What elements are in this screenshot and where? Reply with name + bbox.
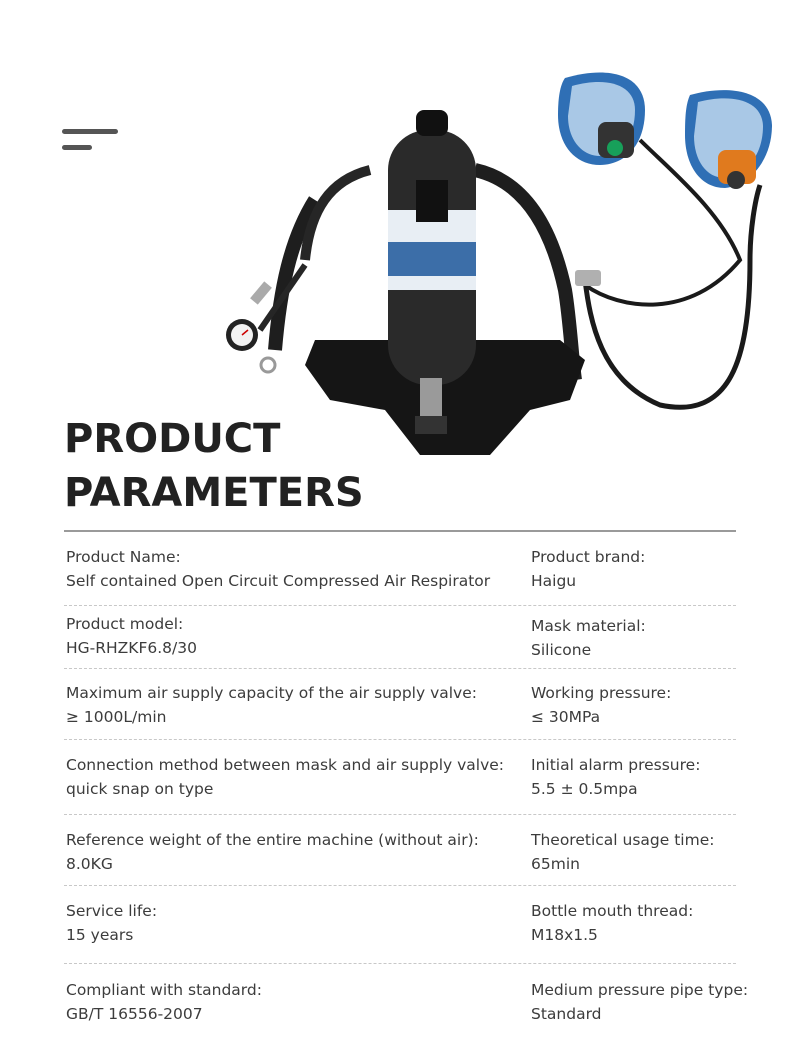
param-row [64, 740, 736, 815]
menu-icon[interactable] [62, 129, 118, 153]
param-row [64, 669, 736, 740]
param-value: ≥ 1000L/min [66, 708, 167, 726]
param-label: Working pressure: [531, 684, 672, 702]
param-value: Silicone [531, 641, 592, 659]
param-value: 5.5 ± 0.5mpa [531, 780, 638, 798]
param-value: GB/T 16556-2007 [66, 1005, 203, 1023]
param-cell [66, 612, 516, 660]
param-label: Connection method between mask and air supply valve: [66, 756, 505, 774]
param-cell [531, 681, 741, 729]
param-row [64, 964, 749, 1044]
param-label: Reference weight of the entire machine (without air): [66, 831, 479, 849]
param-value: 8.0KG [66, 855, 113, 873]
param-value: Self contained Open Circuit Compressed Air Respirator [66, 572, 491, 590]
param-cell [531, 828, 741, 876]
param-value: ≤ 30MPa [531, 708, 601, 726]
param-value: HG-RHZKF6.8/30 [66, 639, 197, 657]
param-label: Compliant with standard: [66, 981, 262, 999]
param-row [64, 886, 736, 964]
respirator-image [220, 60, 800, 470]
parameters-table [64, 532, 749, 1044]
param-cell [66, 978, 516, 1026]
param-value: quick snap on type [66, 780, 214, 798]
param-cell [531, 753, 741, 801]
param-value: Haigu [531, 572, 577, 590]
param-label: Product model: [66, 615, 184, 633]
param-row [64, 532, 736, 606]
param-label: Bottle mouth thread: [531, 902, 694, 920]
param-cell [531, 899, 741, 947]
param-row [64, 606, 736, 669]
param-label: Product brand: [531, 548, 646, 566]
param-cell [66, 681, 516, 729]
param-row [64, 815, 736, 886]
param-cell [531, 614, 741, 662]
param-value: M18x1.5 [531, 926, 598, 944]
param-label: Maximum air supply capacity of the air supply valve: [66, 684, 477, 702]
param-label: Initial alarm pressure: [531, 756, 701, 774]
param-value: Standard [531, 1005, 602, 1023]
page-title [64, 412, 364, 520]
param-label: Medium pressure pipe type: [531, 981, 749, 999]
param-cell [66, 828, 516, 876]
page-title-line2: PARAMETERS [64, 470, 364, 516]
param-cell [66, 899, 516, 947]
param-cell [531, 545, 741, 593]
param-cell [66, 753, 516, 801]
param-label: Product Name: [66, 548, 181, 566]
param-cell [531, 978, 749, 1026]
param-label: Theoretical usage time: [531, 831, 715, 849]
param-value: 65min [531, 855, 580, 873]
param-label: Mask material: [531, 617, 646, 635]
param-cell [66, 545, 516, 593]
page-title-line1: PRODUCT [64, 416, 281, 462]
param-value: 15 years [66, 926, 134, 944]
param-label: Service life: [66, 902, 158, 920]
